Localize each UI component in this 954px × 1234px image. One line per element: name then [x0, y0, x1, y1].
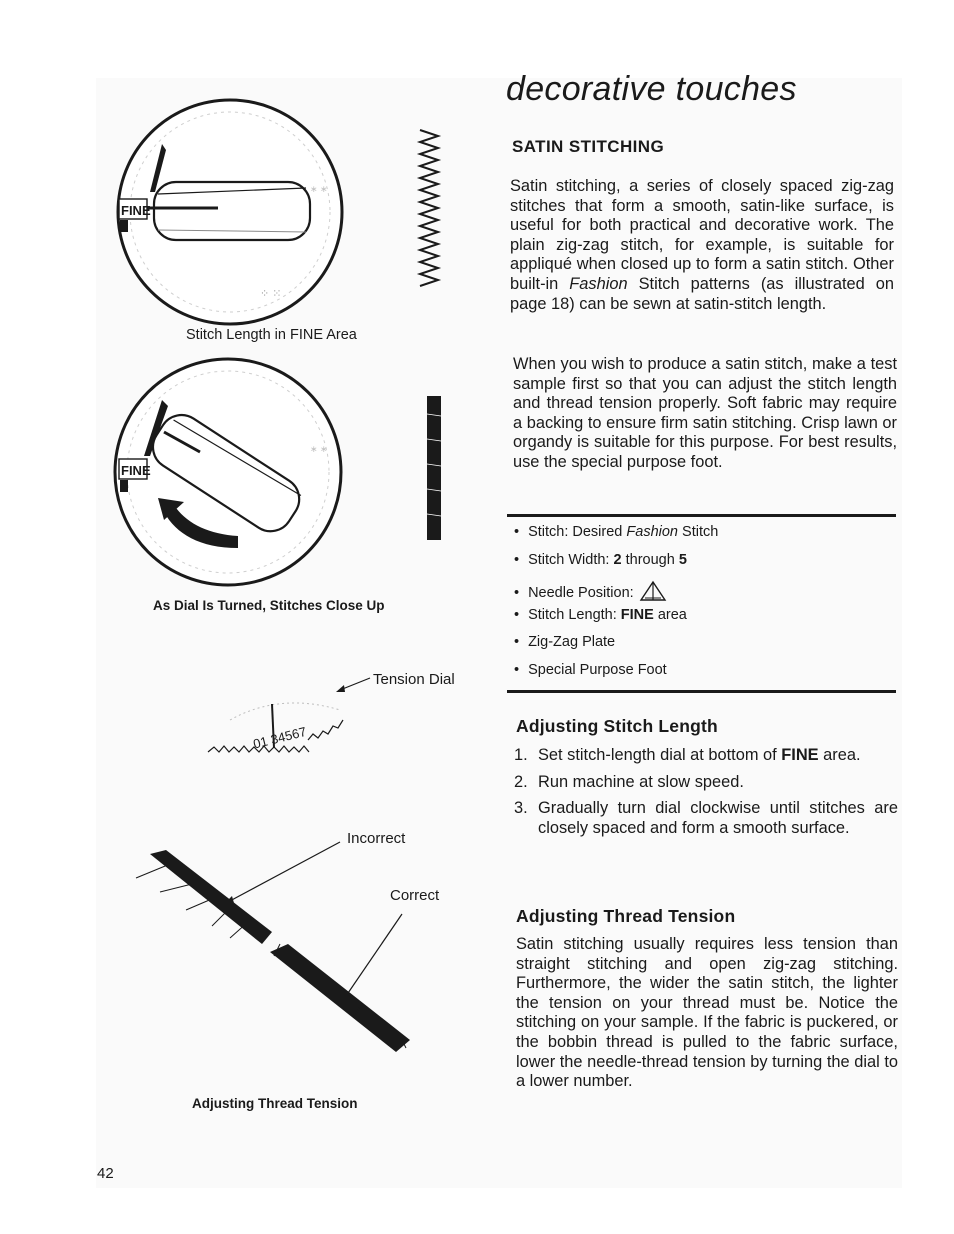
svg-text:∗ ∗: ∗ ∗ [310, 444, 328, 454]
satin-stitch-sample [424, 394, 444, 542]
stitch-tension-samples-illustration [130, 840, 430, 1080]
requirement-plate: • Zig-Zag Plate [514, 632, 718, 660]
test-sample-paragraph: When you wish to produce a satin stitch, make a test sample first so that you can adjust the stitch length and thread tension properly. Soft fabric may require a backing to ensure firm satin stitching. Crisp lawn or organdy is suitable for this purpose. For best results, use the special purpose foot. [513, 355, 897, 471]
fine-label: FINE [121, 203, 151, 218]
stitch-length-dial-fine-illustration [110, 92, 360, 322]
tension-dial-illustration [200, 690, 360, 770]
fine-label-2: FINE [121, 463, 151, 478]
requirement-foot: • Special Purpose Foot [514, 660, 718, 688]
page-title: decorative touches [506, 70, 797, 108]
svg-text:∗ ∗: ∗ ∗ [310, 184, 328, 194]
svg-text:⁘ ⁙: ⁘ ⁙ [260, 288, 282, 300]
adjusting-length-heading: Adjusting Stitch Length [516, 716, 718, 736]
intro-paragraph: Satin stitching, a series of closely spaced zig-zag stitches that form a smooth, satin-like surface, is useful for both practical and decorative work. The plain zig-zag stitch, for example, is suitable for appliqué when closed up to form a satin stitch. Other built-in Fashion Stitch patterns (as illustrated on page 18) can be sewn at satin-stitch length. [510, 177, 894, 313]
incorrect-label: Incorrect [347, 830, 406, 847]
tension-paragraph: Satin stitching usually requires less tension than straight stitching and open zig-zag stitching. Furthermore, the wider the satin stitch, the lighter the tension on your thread must be. Notice the stitching on your sample. If the fabric is puckered, or the bobbin thread is pulled to the fabric surface, lower the needle-thread tension by turning the dial to a lower number. [516, 935, 898, 1091]
section-heading: SATIN STITCHING [512, 137, 665, 156]
page-number: 42 [97, 1165, 114, 1182]
tension-figure-caption: Adjusting Thread Tension [192, 1096, 358, 1111]
adjusting-tension-heading: Adjusting Thread Tension [516, 906, 736, 926]
dial2-caption: As Dial Is Turned, Stitches Close Up [153, 598, 385, 613]
open-zigzag-stitch-sample [412, 128, 448, 290]
requirements-bottom-rule [507, 690, 896, 693]
requirement-length: • Stitch Length: FINE area [514, 605, 718, 633]
requirements-top-rule [507, 514, 896, 517]
stitch-length-dial-turned-illustration [110, 352, 360, 588]
requirements-list [514, 522, 718, 687]
step-3: 3. Gradually turn dial clockwise until stitches are closely spaced and form a smooth surface. [514, 799, 898, 837]
adjusting-length-steps [514, 746, 898, 845]
requirement-width: • Stitch Width: 2 through 5 [514, 550, 718, 578]
dial1-caption: Stitch Length in FINE Area [186, 327, 357, 343]
requirement-stitch: • Stitch: Desired Fashion Stitch [514, 522, 718, 550]
tension-dial-numbers: 01 34567 [251, 723, 308, 752]
tension-dial-label: Tension Dial [373, 671, 455, 688]
requirement-needle-position: • Needle Position: [514, 577, 718, 605]
step-1: 1. Set stitch-length dial at bottom of FINE area. [514, 746, 861, 764]
correct-label: Correct [390, 887, 440, 904]
needle-position-icon [640, 581, 666, 601]
step-2: 2. Run machine at slow speed. [514, 772, 744, 791]
